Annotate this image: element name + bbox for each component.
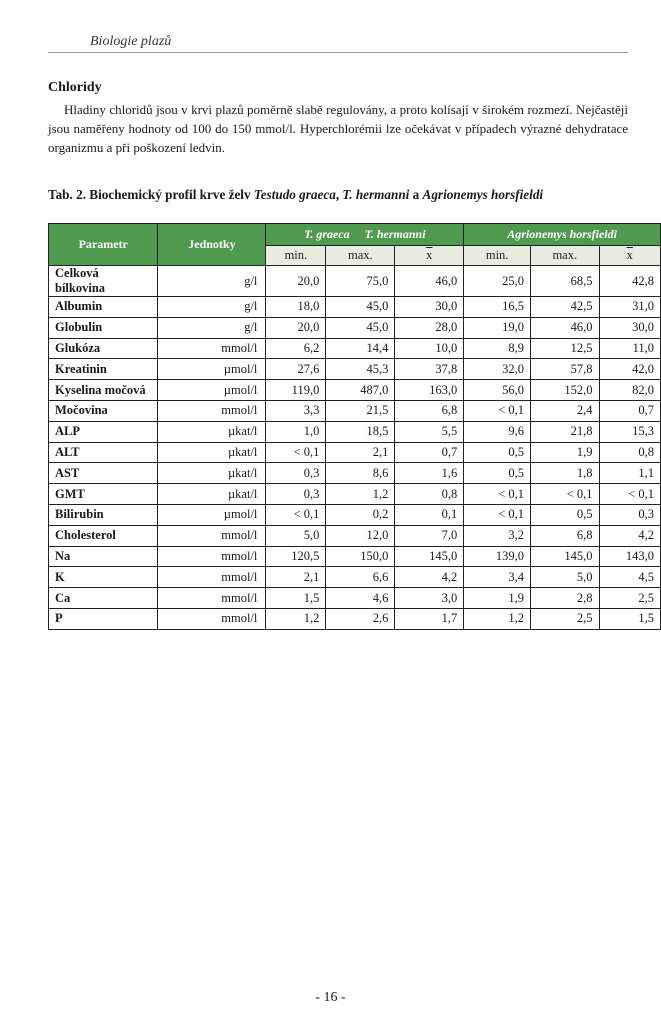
- cell-value: 75,0: [326, 266, 395, 297]
- cell-value: < 0,1: [266, 442, 326, 463]
- cell-value: 2,5: [531, 608, 600, 629]
- table-row: [49, 567, 661, 588]
- cell-value: 10,0: [395, 338, 464, 359]
- cell-value: 4,5: [599, 567, 660, 588]
- table-row: [49, 608, 661, 629]
- cell-value: 0,7: [599, 400, 660, 421]
- cell-value: < 0,1: [464, 400, 531, 421]
- cell-value: 16,5: [464, 297, 531, 318]
- cell-unit: mmol/l: [158, 338, 266, 359]
- header-mean-1: $\overline{x}$: [395, 246, 464, 266]
- cell-value: 120,5: [266, 546, 326, 567]
- cell-unit: µmol/l: [158, 359, 266, 380]
- cell-value: 7,0: [395, 525, 464, 546]
- cell-value: 0,2: [326, 504, 395, 525]
- cell-value: 6,8: [395, 400, 464, 421]
- cell-unit: mmol/l: [158, 525, 266, 546]
- cell-value: 6,8: [531, 525, 600, 546]
- cell-value: 1,6: [395, 463, 464, 484]
- cell-value: 9,6: [464, 421, 531, 442]
- table-row: [49, 546, 661, 567]
- cell-value: 3,4: [464, 567, 531, 588]
- page-number: - 16 -: [315, 990, 346, 1005]
- cell-value: 6,6: [326, 567, 395, 588]
- biochemical-profile-table: [48, 223, 661, 630]
- cell-value: 2,5: [599, 588, 660, 609]
- table-caption: [48, 187, 638, 203]
- header-parameter: Parametr: [49, 224, 158, 266]
- table-row: [49, 359, 661, 380]
- cell-parameter: Kreatinin: [49, 359, 158, 380]
- cell-parameter: Albumin: [49, 297, 158, 318]
- cell-parameter: ALP: [49, 421, 158, 442]
- cell-parameter: Bilirubin: [49, 504, 158, 525]
- caption-prefix: Tab. 2. Biochemický profil krve želv: [48, 187, 254, 202]
- cell-value: 145,0: [395, 546, 464, 567]
- cell-value: 1,8: [531, 463, 600, 484]
- cell-value: 152,0: [531, 380, 600, 401]
- running-head: Biologie plazů: [90, 34, 172, 49]
- cell-value: 6,2: [266, 338, 326, 359]
- cell-value: 42,8: [599, 266, 660, 297]
- cell-unit: µkat/l: [158, 421, 266, 442]
- cell-unit: µkat/l: [158, 463, 266, 484]
- cell-value: 12,5: [531, 338, 600, 359]
- cell-value: 145,0: [531, 546, 600, 567]
- cell-unit: mmol/l: [158, 608, 266, 629]
- cell-value: 42,0: [599, 359, 660, 380]
- cell-value: 1,5: [266, 588, 326, 609]
- header-group-graeca-hermanni: T. graeca T. hermanni: [266, 224, 464, 246]
- cell-value: 18,5: [326, 421, 395, 442]
- cell-value: 1,9: [464, 588, 531, 609]
- cell-value: 2,6: [326, 608, 395, 629]
- cell-value: 5,5: [395, 421, 464, 442]
- cell-value: 4,2: [599, 525, 660, 546]
- cell-value: < 0,1: [531, 484, 600, 505]
- cell-value: 30,0: [395, 297, 464, 318]
- table-row: [49, 400, 661, 421]
- cell-value: 3,3: [266, 400, 326, 421]
- header-units: Jednotky: [158, 224, 266, 266]
- cell-parameter: K: [49, 567, 158, 588]
- table-row: [49, 297, 661, 318]
- cell-value: 487,0: [326, 380, 395, 401]
- cell-value: 3,0: [395, 588, 464, 609]
- cell-value: 45,0: [326, 297, 395, 318]
- header-min-1: min.: [266, 246, 326, 266]
- cell-value: 1,2: [326, 484, 395, 505]
- cell-value: 3,2: [464, 525, 531, 546]
- cell-value: 42,5: [531, 297, 600, 318]
- cell-value: 2,1: [326, 442, 395, 463]
- cell-unit: g/l: [158, 297, 266, 318]
- cell-value: 1,0: [266, 421, 326, 442]
- cell-value: 0,5: [464, 463, 531, 484]
- cell-unit: mmol/l: [158, 567, 266, 588]
- cell-parameter: Močovina: [49, 400, 158, 421]
- cell-value: 0,5: [531, 504, 600, 525]
- cell-parameter: Na: [49, 546, 158, 567]
- cell-unit: mmol/l: [158, 546, 266, 567]
- cell-value: 1,2: [464, 608, 531, 629]
- cell-value: 30,0: [599, 317, 660, 338]
- cell-unit: g/l: [158, 317, 266, 338]
- table-row: [49, 421, 661, 442]
- cell-value: 27,6: [266, 359, 326, 380]
- header-group-horsfieldi: Agrionemys horsfieldi: [464, 224, 661, 246]
- cell-value: 68,5: [531, 266, 600, 297]
- table-row: [49, 463, 661, 484]
- cell-value: 21,5: [326, 400, 395, 421]
- cell-value: < 0,1: [599, 484, 660, 505]
- cell-value: 12,0: [326, 525, 395, 546]
- cell-unit: µmol/l: [158, 504, 266, 525]
- cell-parameter: Globulin: [49, 317, 158, 338]
- cell-parameter: ALT: [49, 442, 158, 463]
- cell-value: 0,8: [599, 442, 660, 463]
- cell-value: 56,0: [464, 380, 531, 401]
- cell-value: 28,0: [395, 317, 464, 338]
- cell-unit: g/l: [158, 266, 266, 297]
- cell-unit: mmol/l: [158, 400, 266, 421]
- cell-value: 163,0: [395, 380, 464, 401]
- table-row: [49, 317, 661, 338]
- cell-parameter: GMT: [49, 484, 158, 505]
- cell-value: 46,0: [395, 266, 464, 297]
- cell-value: 57,8: [531, 359, 600, 380]
- table-row: [49, 380, 661, 401]
- cell-value: 1,1: [599, 463, 660, 484]
- table-row: [49, 266, 661, 297]
- caption-species-1: Testudo graeca: [253, 187, 336, 202]
- cell-value: 143,0: [599, 546, 660, 567]
- section-paragraph: Hladiny chloridů jsou v krvi plazů poměrně slabě regulovány, a proto kolísají v širokém rozmezí. Nejčastěji jsou naměřeny hodnoty od 100 do 150 mmol/l. Hyperchlorémii lze očekávat v případech výrazné dehydratace organizmu a při poškození ledvin.: [48, 102, 628, 155]
- cell-value: 14,4: [326, 338, 395, 359]
- cell-value: 150,0: [326, 546, 395, 567]
- cell-value: 0,3: [599, 504, 660, 525]
- header-rule: [48, 52, 628, 53]
- cell-value: 0,3: [266, 463, 326, 484]
- table-body: [49, 266, 661, 630]
- cell-parameter: AST: [49, 463, 158, 484]
- cell-parameter: Cholesterol: [49, 525, 158, 546]
- cell-value: 2,1: [266, 567, 326, 588]
- cell-value: 19,0: [464, 317, 531, 338]
- cell-value: 0,7: [395, 442, 464, 463]
- cell-parameter: P: [49, 608, 158, 629]
- cell-value: 11,0: [599, 338, 660, 359]
- cell-value: < 0,1: [464, 504, 531, 525]
- header-max-2: max.: [531, 246, 600, 266]
- cell-value: 1,5: [599, 608, 660, 629]
- table-row: [49, 442, 661, 463]
- cell-value: 20,0: [266, 266, 326, 297]
- table-row: [49, 338, 661, 359]
- cell-value: < 0,1: [464, 484, 531, 505]
- cell-value: 8,6: [326, 463, 395, 484]
- caption-species-2: T. hermanni: [342, 187, 410, 202]
- cell-value: 1,2: [266, 608, 326, 629]
- cell-value: 119,0: [266, 380, 326, 401]
- cell-parameter: Celková bílkovina: [49, 266, 158, 297]
- table-row: [49, 484, 661, 505]
- cell-value: 20,0: [266, 317, 326, 338]
- cell-value: 21,8: [531, 421, 600, 442]
- cell-unit: µkat/l: [158, 442, 266, 463]
- cell-value: 2,4: [531, 400, 600, 421]
- cell-value: 5,0: [266, 525, 326, 546]
- cell-unit: µmol/l: [158, 380, 266, 401]
- cell-value: 15,3: [599, 421, 660, 442]
- table-row: [49, 525, 661, 546]
- cell-value: 1,7: [395, 608, 464, 629]
- cell-value: < 0,1: [266, 504, 326, 525]
- cell-value: 45,3: [326, 359, 395, 380]
- header-mean-2: $\overline{x}$: [599, 246, 660, 266]
- cell-value: 37,8: [395, 359, 464, 380]
- cell-value: 5,0: [531, 567, 600, 588]
- cell-parameter: Kyselina močová: [49, 380, 158, 401]
- cell-value: 4,6: [326, 588, 395, 609]
- header-min-2: min.: [464, 246, 531, 266]
- cell-value: 31,0: [599, 297, 660, 318]
- caption-sep-1: ,: [335, 187, 343, 202]
- table-row: [49, 504, 661, 525]
- caption-sep-2: a: [409, 187, 423, 202]
- cell-unit: mmol/l: [158, 588, 266, 609]
- cell-value: 0,8: [395, 484, 464, 505]
- cell-value: 8,9: [464, 338, 531, 359]
- header-max-1: max.: [326, 246, 395, 266]
- cell-value: 46,0: [531, 317, 600, 338]
- cell-parameter: Glukóza: [49, 338, 158, 359]
- cell-value: 139,0: [464, 546, 531, 567]
- cell-value: 45,0: [326, 317, 395, 338]
- table-row: [49, 588, 661, 609]
- caption-species-3: Agrionemys horsfieldi: [422, 187, 544, 202]
- cell-value: 25,0: [464, 266, 531, 297]
- cell-value: 82,0: [599, 380, 660, 401]
- section-heading: Chloridy: [48, 80, 102, 95]
- cell-value: 32,0: [464, 359, 531, 380]
- cell-value: 1,9: [531, 442, 600, 463]
- cell-value: 0,3: [266, 484, 326, 505]
- cell-value: 0,1: [395, 504, 464, 525]
- cell-parameter: Ca: [49, 588, 158, 609]
- cell-value: 2,8: [531, 588, 600, 609]
- cell-value: 0,5: [464, 442, 531, 463]
- cell-value: 18,0: [266, 297, 326, 318]
- cell-value: 4,2: [395, 567, 464, 588]
- cell-unit: µkat/l: [158, 484, 266, 505]
